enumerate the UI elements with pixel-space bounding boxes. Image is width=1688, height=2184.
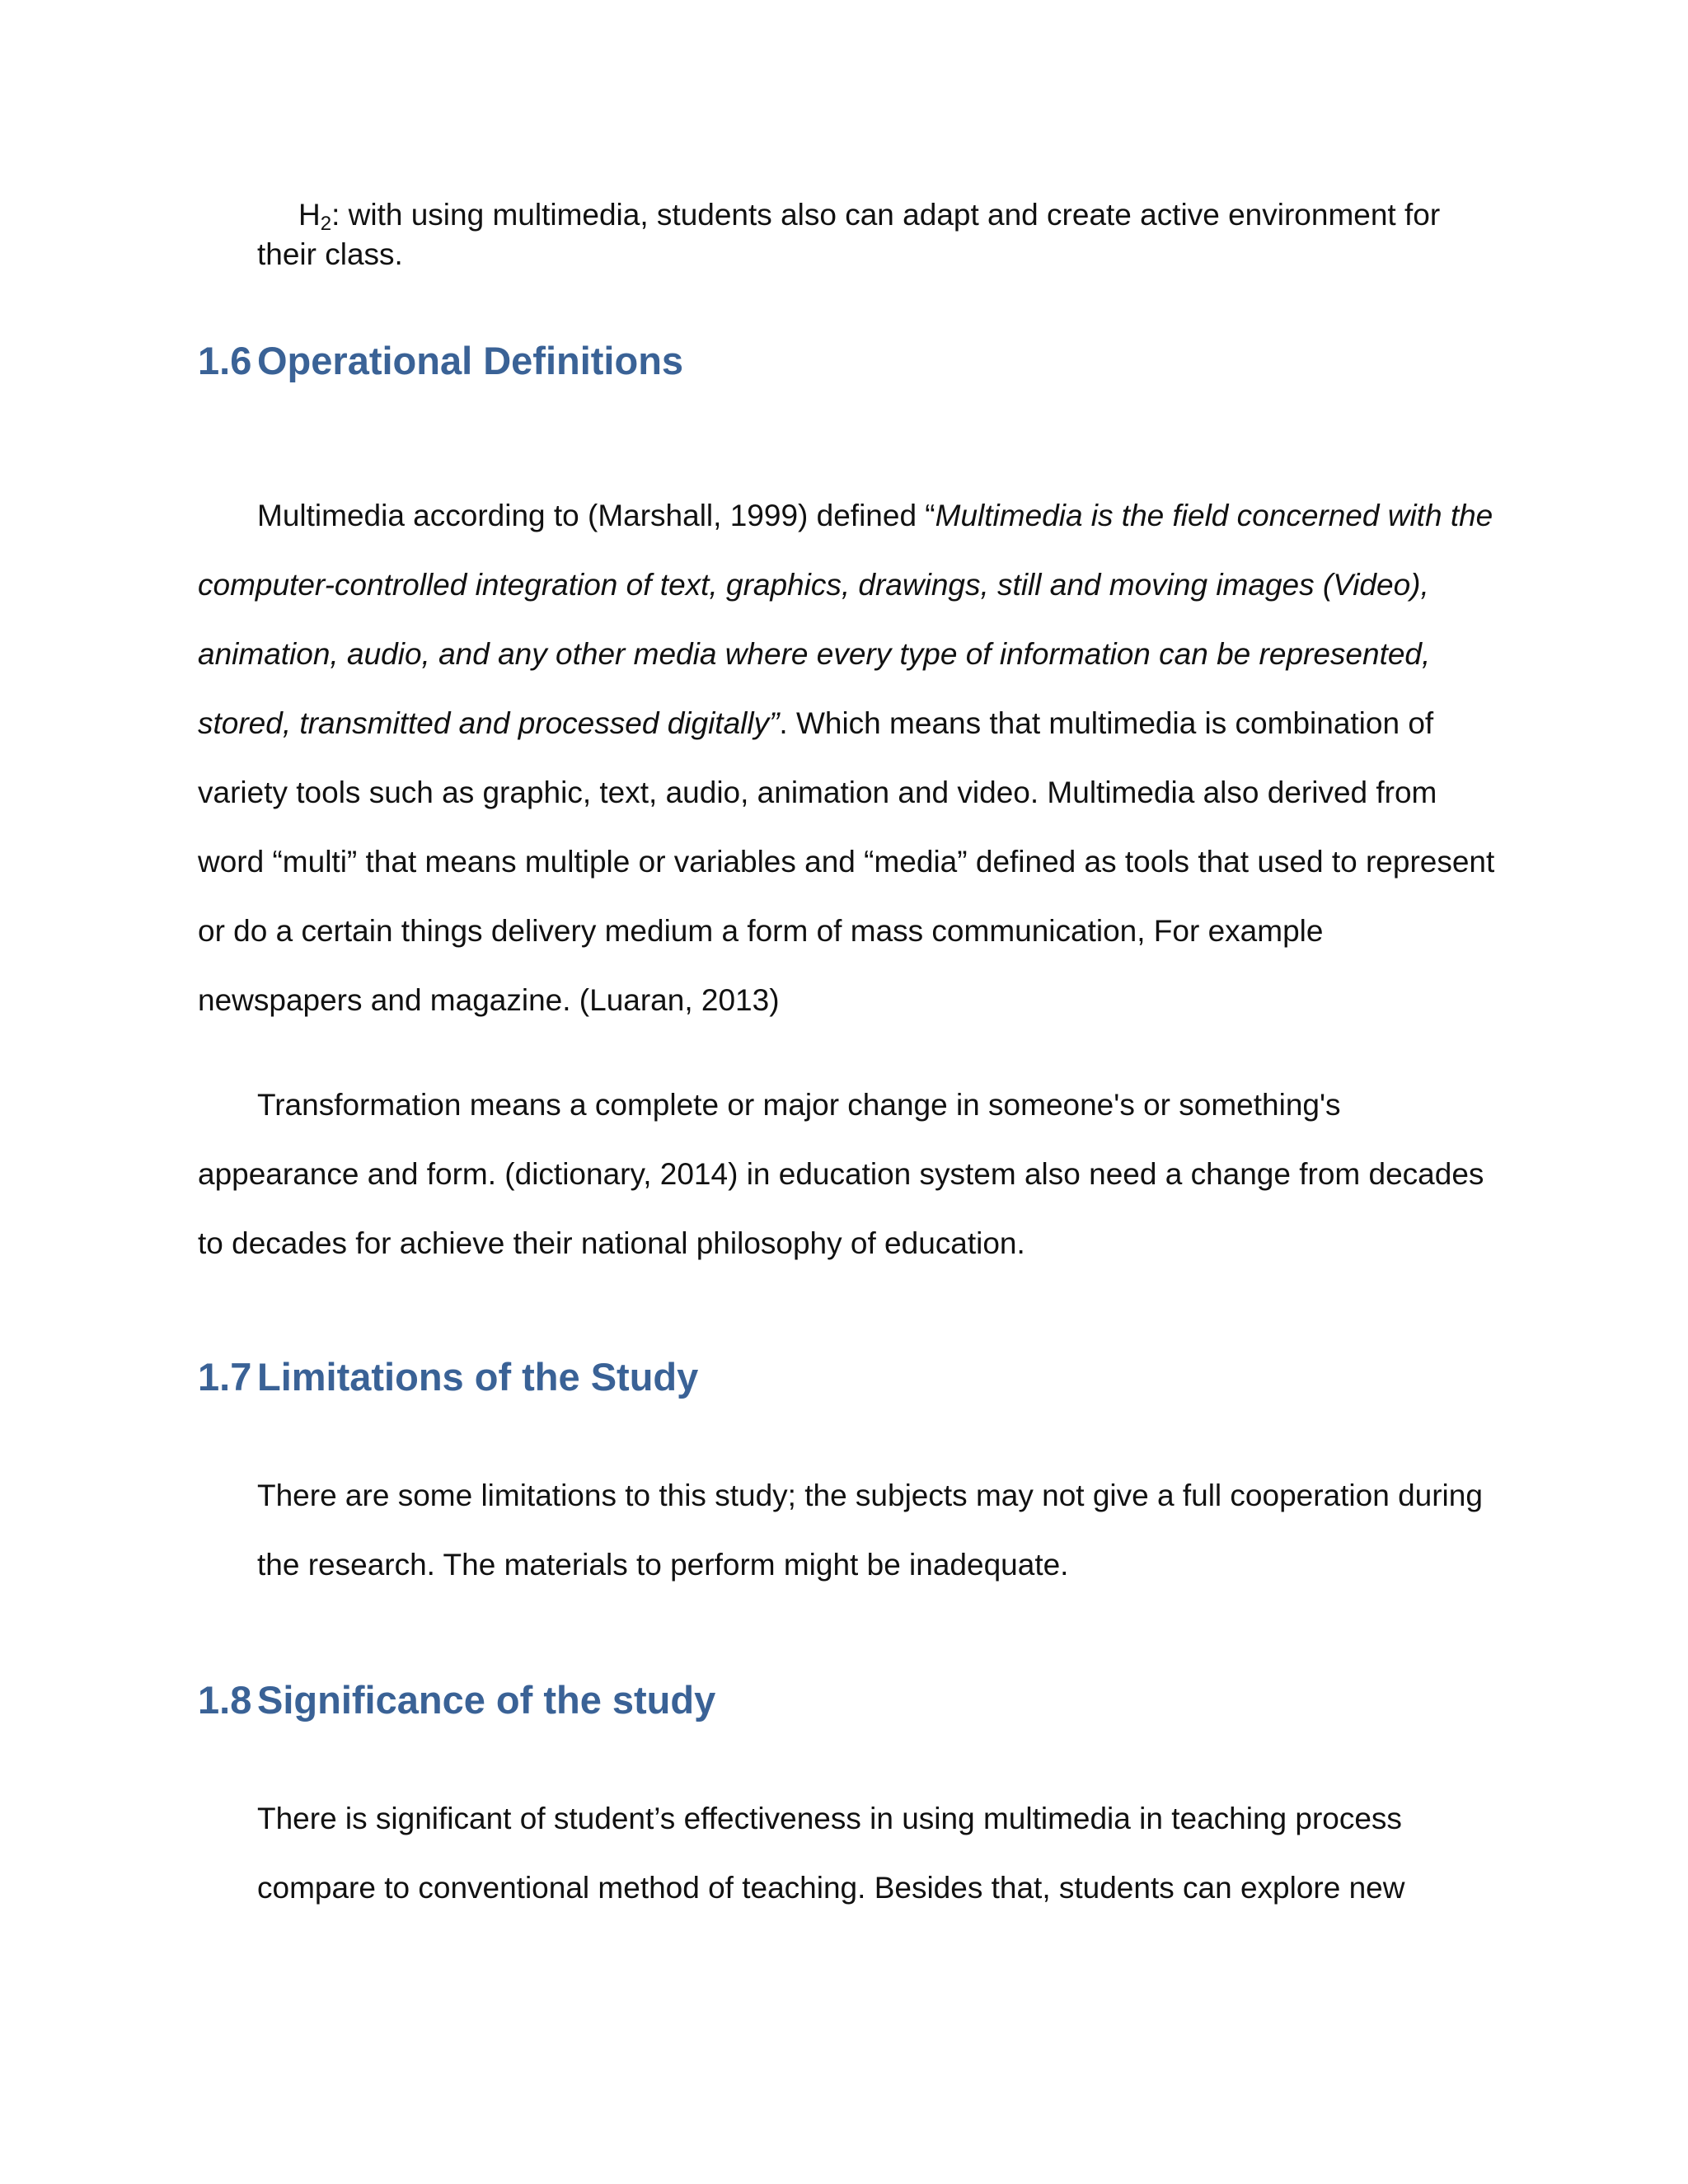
paragraph-text: . Which means that multimedia is combination of — [779, 706, 1434, 740]
paragraph-quote: Multimedia is the field concerned with the — [935, 499, 1493, 532]
paragraph-line — [198, 689, 1500, 758]
paragraph-line: variety tools such as graphic, text, audio, animation and video. Multimedia also derived from — [198, 776, 1437, 809]
paragraph-transformation-definition — [198, 1071, 1500, 1278]
section-heading-1-6 — [198, 338, 1500, 384]
section-title: Limitations of the Study — [257, 1355, 699, 1399]
paragraph-line — [198, 481, 1500, 551]
paragraph-line: There are some limitations to this study; the subjects may not give a full cooperation during — [257, 1479, 1483, 1512]
paragraph-line: to decades for achieve their national philosophy of education. — [198, 1226, 1025, 1260]
hypothesis-label: H — [298, 198, 321, 232]
paragraph-text: Multimedia according to (Marshall, 1999) defined “ — [257, 499, 935, 532]
hypothesis-subscript: 2 — [320, 213, 332, 235]
paragraph-line: Transformation means a complete or major change in someone's or something's — [257, 1088, 1341, 1122]
section-title: Operational Definitions — [257, 339, 684, 382]
paragraph-line: newspapers and magazine. (Luaran, 2013) — [198, 983, 780, 1017]
paragraph-quote: stored, transmitted and processed digitally” — [198, 706, 780, 740]
paragraph-significance — [257, 1784, 1510, 1923]
section-heading-1-8 — [198, 1677, 1500, 1723]
paragraph-line: or do a certain things delivery medium a form of mass communication, For example — [198, 914, 1324, 948]
hypothesis-h2 — [257, 195, 1493, 274]
section-title: Significance of the study — [257, 1678, 716, 1722]
section-number: 1.8 — [198, 1678, 252, 1722]
paragraph-line: There is significant of student’s effectiveness in using multimedia in teaching process — [257, 1802, 1402, 1835]
paragraph-limitations — [257, 1461, 1510, 1600]
hypothesis-line-2: their class. — [257, 237, 403, 271]
section-number: 1.6 — [198, 339, 252, 382]
paragraph-line: animation, audio, and any other media where every type of information can be represented, — [198, 637, 1431, 671]
paragraph-line: word “multi” that means multiple or variables and “media” defined as tools that used to represent — [198, 845, 1495, 879]
paragraph-line: the research. The materials to perform might be inadequate. — [257, 1548, 1069, 1582]
section-heading-1-7 — [198, 1354, 1500, 1400]
hypothesis-line-1 — [257, 195, 1493, 235]
paragraph-line: appearance and form. (dictionary, 2014) in education system also need a change from decades — [198, 1157, 1484, 1191]
paragraph-line: compare to conventional method of teaching. Besides that, students can explore new — [257, 1871, 1405, 1905]
paragraph-line: computer-controlled integration of text, graphics, drawings, still and moving images (Video), — [198, 568, 1429, 602]
section-number: 1.7 — [198, 1355, 252, 1399]
paragraph-multimedia-definition — [198, 481, 1500, 1035]
hypothesis-text-1: : with using multimedia, students also can adapt and create active environment for — [331, 198, 1441, 232]
